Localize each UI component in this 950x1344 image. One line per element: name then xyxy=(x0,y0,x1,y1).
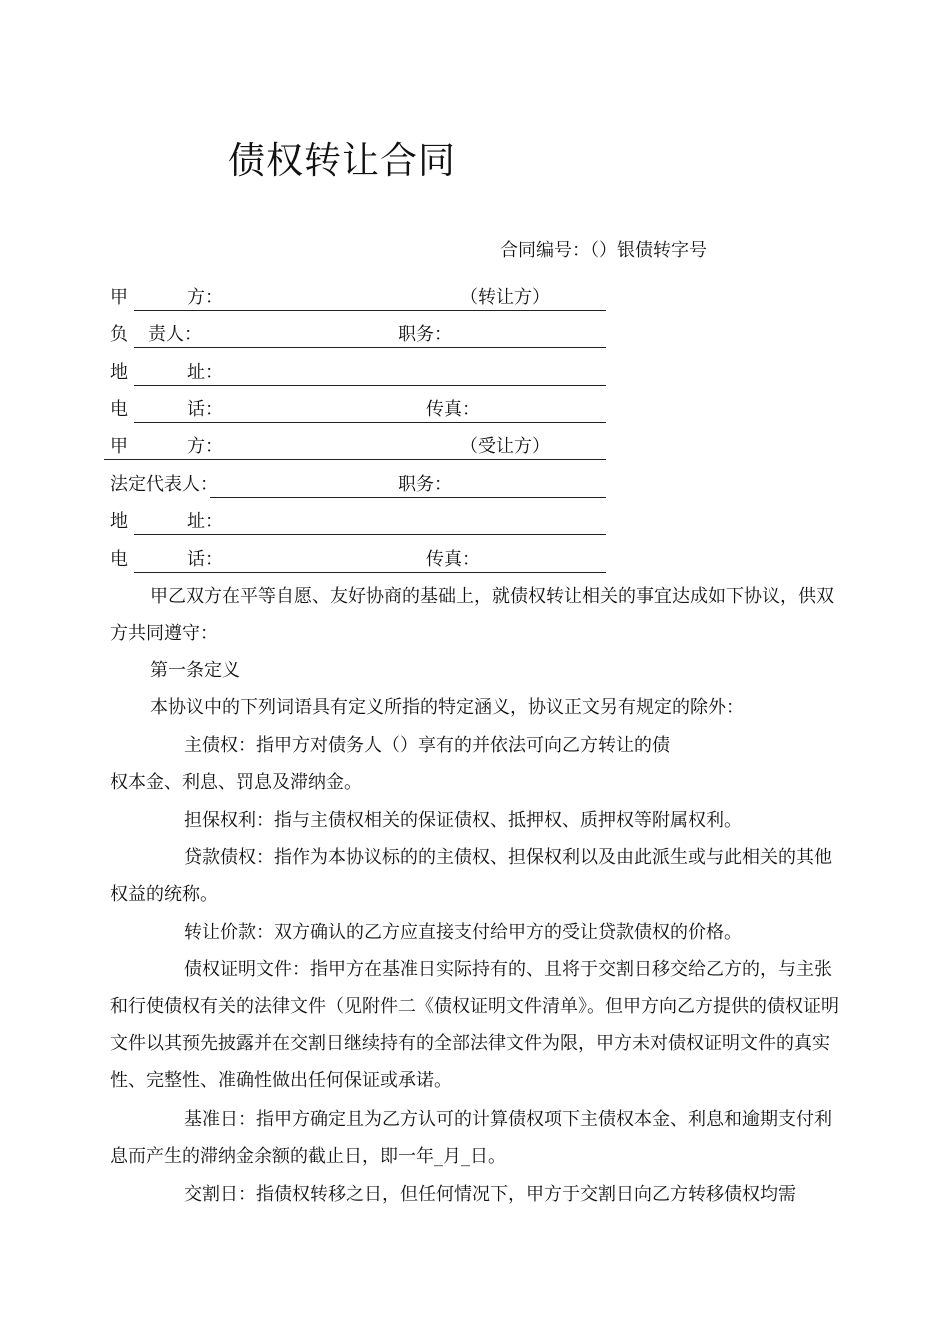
document-title: 债权转让合同 xyxy=(228,139,456,182)
party-b-label: 甲 xyxy=(110,436,128,457)
party-a-rep-line[interactable] xyxy=(134,347,606,348)
definition-main-debt-line-1: 主债权：指甲方对债务人（）享有的并依法可向乙方转让的债 xyxy=(184,735,670,756)
article-1-intro: 本协议中的下列词语具有定义所指的特定涵义，协议正文另有规定的除外： xyxy=(150,697,744,718)
party-b-name-line[interactable] xyxy=(104,459,606,460)
party-b-role: （受让方） xyxy=(460,436,550,457)
definition-main-debt-line-2: 权本金、利息、罚息及滞纳金。 xyxy=(110,772,362,793)
party-b-address-row xyxy=(110,511,606,535)
party-a-address-label-1: 地 xyxy=(110,362,128,383)
party-a-rep-label-2: 责人： xyxy=(148,324,202,345)
definition-base-date: 基准日：指甲方确定且为乙方认可的计算债权项下主债权本金、利息和逾期支付利息而产生的滞纳金余额的截止日，即一年_月_日。 xyxy=(110,1109,832,1167)
definition-delivery-date: 交割日：指债权转移之日，但任何情况下，甲方于交割日向乙方转移债权均需 xyxy=(184,1184,796,1205)
party-a-label-2: 方： xyxy=(187,287,223,308)
party-b-label-2: 方： xyxy=(187,436,223,457)
party-a-name-line[interactable] xyxy=(134,310,606,311)
party-b-fax-label: 传真： xyxy=(426,549,480,570)
party-a-fax-label: 传真： xyxy=(426,399,480,420)
definition-debt-documents: 债权证明文件：指甲方在基准日实际持有的、且将于交割日移交给乙方的，与主张和行使债权有关的法律文件（见附件二《债权证明文件清单》。但甲方向乙方提供的债权证明文件以其预先披露并在交割日继续持有的全部法律文件为限，甲方未对债权证明文件的真实性、完整性、准确性做出任何保证或承诺。 xyxy=(110,959,839,1091)
party-a-address-line[interactable] xyxy=(134,385,606,386)
article-1-title: 第一条定义 xyxy=(150,660,240,681)
intro-paragraph: 甲乙双方在平等自愿、友好协商的基础上，就债权转让相关的事宜达成如下协议，供双方共同遵守： xyxy=(110,586,834,644)
party-b-rep-line[interactable] xyxy=(210,497,606,498)
party-a-label: 甲 xyxy=(110,287,128,308)
party-a-phone-line[interactable] xyxy=(134,422,606,423)
definition-transfer-price: 转让价款：双方确认的乙方应直接支付给甲方的受让贷款债权的价格。 xyxy=(184,922,742,943)
party-a-rep-label-1: 负 xyxy=(110,324,128,345)
contract-number: 合同编号：（）银债转字号 xyxy=(500,240,707,261)
party-a-address-row xyxy=(110,362,606,386)
party-b-address-label-1: 地 xyxy=(110,511,128,532)
party-b-phone-line[interactable] xyxy=(134,572,606,573)
party-a-rep-row xyxy=(110,324,606,348)
party-a-name-row xyxy=(110,287,606,311)
party-b-address-line[interactable] xyxy=(134,534,606,535)
definition-loan-debt: 贷款债权：指作为本协议标的的主债权、担保权利以及由此派生或与此相关的其他权益的统称。 xyxy=(110,847,832,905)
party-b-rep-row xyxy=(110,474,606,498)
party-a-position-label: 职务： xyxy=(398,324,452,345)
party-b-address-label-2: 址： xyxy=(187,511,223,532)
party-b-phone-label-2: 话： xyxy=(187,549,223,570)
party-a-role: （转让方） xyxy=(460,287,550,308)
party-a-phone-row xyxy=(110,399,606,423)
party-a-phone-label-2: 话： xyxy=(187,399,223,420)
party-b-rep-label: 法定代表人： xyxy=(110,474,218,495)
party-a-address-label-2: 址： xyxy=(187,362,223,383)
party-b-phone-row xyxy=(110,549,606,573)
party-b-phone-label-1: 电 xyxy=(110,549,128,570)
party-b-name-row xyxy=(104,436,606,460)
party-a-phone-label-1: 电 xyxy=(110,399,128,420)
definition-guarantee-rights: 担保权利：指与主债权相关的保证债权、抵押权、质押权等附属权利。 xyxy=(184,810,742,831)
party-b-position-label: 职务： xyxy=(398,474,452,495)
